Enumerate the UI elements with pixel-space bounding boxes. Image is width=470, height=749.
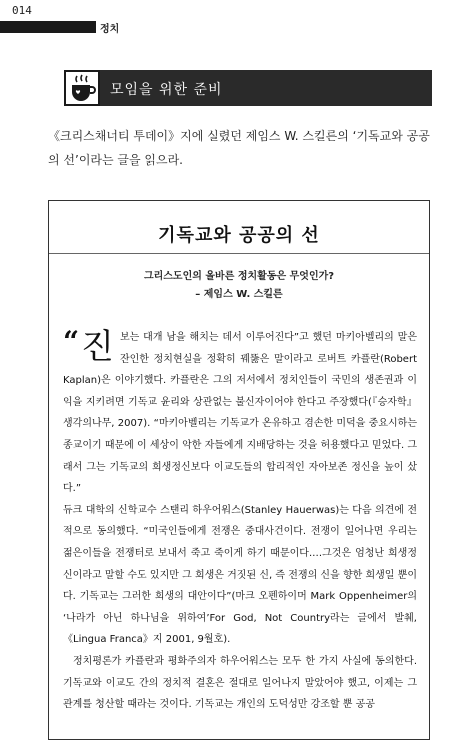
banner-title: 모임을 위한 준비 [110,82,223,98]
article-box [48,200,430,740]
paragraph-2: 듀크 대학의 신학교수 스탠리 하우어워스(Stanley Hauerwas)는 다음 의견에 전적으로 동의했다. “미국인들에게 전쟁은 중대사건이다. 전쟁이 일어나면 우리는 젊은이들을 전쟁터로 보내서 죽고 죽이게 하기 때문이다.…그것은 엄청난 희생정신이라고 말할 수도 있지만 그 희생은 거짓된 신, 즉 전쟁의 신을 향한 희생일 뿐이다. 기독교는 그러한 희생의 대안이다”(마크 오펜하이머 Mark Oppenheimer의 ‘나라가 아닌 하나님을 위하여’For God, Not Country라는 글에서 발췌, 《Lingua Franca》지 2001, 9월호). [63,504,417,646]
coffee-cup-icon [64,70,100,106]
paragraph-1-text: 보는 대개 남을 해치는 데서 이루어진다”고 했던 마키아벨리의 말은 잔인한 정치현실을 정확히 꿰뚫은 말이라고 로버트 카플란(Robert Kaplan)은 이야기했다. 카플란은 그의 저서에서 정치인들이 국민의 생존권과 이익을 지키려면 기독교 윤리와 상관없는 불신자이어야 한다고 주장했다(『승자학』 생각의나무, 2007). “마키아벨리는 기독교가 온유하고 겸손한 미덕을 중요시하는 종교이기 때문에 이 세상이 악한 자들에게 지배당하는 것을 허용했다고 믿었다. 그래서 그는 기독교의 희생정신보다 이교도들의 합리적인 자아보존 정신을 높이 샀다.” [63,332,417,495]
section-title: 정치 [100,24,120,35]
paragraph-3: 정치평론가 카플란과 평화주의자 하우어워스는 모두 한 가지 사실에 동의한다. 기독교와 이교도 간의 정치적 결혼은 절대로 일어나지 말았어야 했고, 이제는 그 관계를 청산할 때라는 것이다. 기독교는 개인의 도덕성만 강조할 뿐 공공 [63,655,417,711]
opening-quote: “ [63,325,80,358]
intro-text: 《크리스채너티 투데이》지에 실렸던 제임스 W. 스킬른의 ‘기독교와 공공의 선’이라는 글을 읽으라. [48,129,430,167]
article-subtitle: 그리스도인의 올바른 정치활동은 무엇인가? [143,271,335,282]
drop-cap: 진 [81,327,114,367]
article-title: 기독교와 공공의 선 [158,225,320,246]
page-number: 014 [12,4,32,17]
section-banner [64,70,432,106]
paragraph-1 [63,327,417,500]
article-author: – 제임스 W. 스킬른 [195,289,283,300]
header-bar [0,21,96,33]
article-body [63,327,417,716]
title-divider [49,253,429,254]
